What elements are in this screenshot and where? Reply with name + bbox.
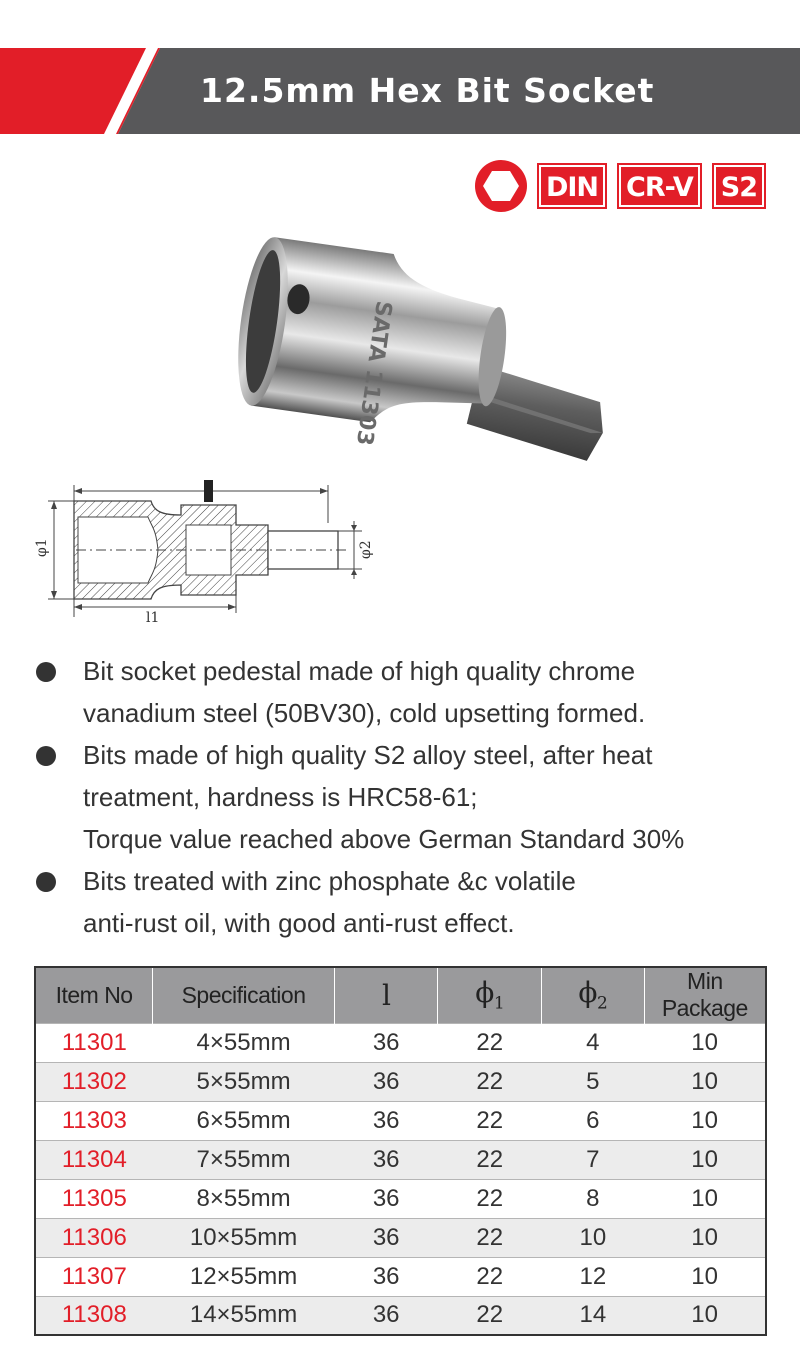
cell-l: 36 — [334, 1101, 438, 1140]
cell-phi2: 5 — [542, 1062, 645, 1101]
feature-item — [32, 650, 782, 734]
cell-min-package: 10 — [644, 1140, 766, 1179]
hexagon-icon — [475, 160, 527, 212]
bullet-icon — [36, 872, 56, 892]
table-header-row — [35, 967, 766, 1023]
cell-phi1: 22 — [438, 1179, 542, 1218]
feature-line: Bits made of high quality S2 alloy steel, after heat — [83, 740, 653, 770]
table-row — [35, 1062, 766, 1101]
cell-l: 36 — [334, 1257, 438, 1296]
feature-line: Torque value reached above German Standard 30% — [83, 824, 685, 854]
badge-din: DIN — [537, 163, 607, 209]
cell-item-no: 11308 — [35, 1296, 153, 1335]
cell-phi2: 12 — [542, 1257, 645, 1296]
cell-phi1: 22 — [438, 1296, 542, 1335]
feature-item — [32, 734, 782, 860]
label-phi1: φ1 — [34, 538, 50, 557]
feature-line: Bits treated with zinc phosphate &c volatile — [83, 866, 576, 896]
cell-specification: 8×55mm — [153, 1179, 335, 1218]
header-phi2: $\phi_2$ — [542, 967, 645, 1023]
cell-l: 36 — [334, 1140, 438, 1179]
badge-s2: S2 — [712, 163, 766, 209]
header-item-no: Item No — [35, 967, 153, 1023]
bullet-icon — [36, 662, 56, 682]
header-banner — [0, 48, 800, 134]
cell-item-no: 11301 — [35, 1023, 153, 1062]
table-row — [35, 1023, 766, 1062]
table-row — [35, 1218, 766, 1257]
cell-min-package: 10 — [644, 1218, 766, 1257]
feature-line: Bit socket pedestal made of high quality chrome — [83, 656, 636, 686]
header-min-package: Min Package — [644, 967, 766, 1023]
cell-min-package: 10 — [644, 1023, 766, 1062]
cell-phi2: 4 — [542, 1023, 645, 1062]
bullet-icon — [36, 746, 56, 766]
badge-crv: CR-V — [617, 163, 702, 209]
cell-phi1: 22 — [438, 1218, 542, 1257]
cell-phi2: 8 — [542, 1179, 645, 1218]
table-row — [35, 1101, 766, 1140]
cell-item-no: 11305 — [35, 1179, 153, 1218]
page-title: 12.5mm Hex Bit Socket — [200, 71, 655, 110]
cell-specification: 10×55mm — [153, 1218, 335, 1257]
cell-item-no: 11303 — [35, 1101, 153, 1140]
cell-l: 36 — [334, 1179, 438, 1218]
cell-l: 36 — [334, 1218, 438, 1257]
cell-item-no: 11307 — [35, 1257, 153, 1296]
cell-min-package: 10 — [644, 1296, 766, 1335]
cell-item-no: 11302 — [35, 1062, 153, 1101]
cell-min-package: 10 — [644, 1257, 766, 1296]
cell-specification: 7×55mm — [153, 1140, 335, 1179]
cell-specification: 12×55mm — [153, 1257, 335, 1296]
certification-badges — [475, 160, 766, 212]
cell-l: 36 — [334, 1062, 438, 1101]
table-row — [35, 1296, 766, 1335]
cell-phi1: 22 — [438, 1101, 542, 1140]
feature-line: anti-rust oil, with good anti-rust effect. — [83, 908, 515, 938]
cell-phi1: 22 — [438, 1062, 542, 1101]
cell-phi1: 22 — [438, 1257, 542, 1296]
cell-phi2: 10 — [542, 1218, 645, 1257]
table-row — [35, 1179, 766, 1218]
cell-item-no: 11304 — [35, 1140, 153, 1179]
cell-phi2: 7 — [542, 1140, 645, 1179]
header-specification: Specification — [153, 967, 335, 1023]
header-phi1: $\phi_1$ — [438, 967, 542, 1023]
feature-item — [32, 860, 782, 944]
cell-l: 36 — [334, 1023, 438, 1062]
cell-item-no: 11306 — [35, 1218, 153, 1257]
table-row — [35, 1140, 766, 1179]
cell-specification: 14×55mm — [153, 1296, 335, 1335]
cell-min-package: 10 — [644, 1179, 766, 1218]
cell-specification: 4×55mm — [153, 1023, 335, 1062]
dimension-diagram — [36, 475, 396, 625]
table-body — [35, 1023, 766, 1335]
product-image — [220, 240, 640, 470]
cell-min-package: 10 — [644, 1062, 766, 1101]
cell-specification: 6×55mm — [153, 1101, 335, 1140]
label-l1: l1 — [146, 610, 160, 626]
cell-l: 36 — [334, 1296, 438, 1335]
label-phi2: φ2 — [358, 540, 374, 559]
cell-phi1: 22 — [438, 1023, 542, 1062]
table-row — [35, 1257, 766, 1296]
feature-list — [32, 650, 782, 944]
cell-specification: 5×55mm — [153, 1062, 335, 1101]
feature-line: vanadium steel (50BV30), cold upsetting formed. — [83, 698, 646, 728]
cell-min-package: 10 — [644, 1101, 766, 1140]
cell-phi2: 6 — [542, 1101, 645, 1140]
header-l: l — [334, 967, 438, 1023]
spec-table — [34, 966, 767, 1336]
cell-phi1: 22 — [438, 1140, 542, 1179]
cell-phi2: 14 — [542, 1296, 645, 1335]
feature-line: treatment, hardness is HRC58-61; — [83, 782, 478, 812]
product-engraving: SATA 11303 — [350, 299, 396, 448]
